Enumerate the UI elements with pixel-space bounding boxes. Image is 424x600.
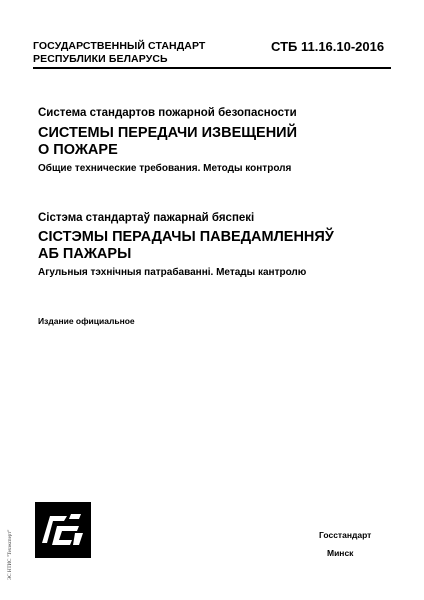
- standard-name-line1: ГОСУДАРСТВЕННЫЙ СТАНДАРТ: [33, 40, 206, 52]
- standard-name: [33, 40, 205, 66]
- ru-document-subtitle: Общие технические требования. Методы контроля: [38, 163, 292, 174]
- ru-title-line1: СИСТЕМЫ ПЕРЕДАЧИ ИЗВЕЩЕНИЙ: [38, 125, 298, 141]
- organization-name: Госстандарт: [319, 530, 372, 540]
- be-title-line2: АБ ПАЖАРЫ: [38, 246, 132, 262]
- ru-title-line2: О ПОЖАРЕ: [38, 142, 118, 158]
- be-system-title: Сістэма стандартаў пажарнай бяспекі: [38, 212, 255, 224]
- gosstandart-logo-icon: [35, 502, 91, 558]
- standard-code: СТБ 11.16.10-2016: [271, 39, 385, 54]
- edition-label: Издание официальное: [38, 316, 135, 326]
- be-title-line1: СІСТЭМЫ ПЕРАДАЧЫ ПАВЕДАМЛЕННЯЎ: [38, 229, 334, 245]
- be-document-subtitle: Агульныя тэхнічныя патрабаванні. Метады кантролю: [38, 267, 307, 278]
- header-divider: [33, 67, 391, 69]
- city-name: Минск: [327, 548, 354, 558]
- standard-name-line2: РЕСПУБЛИКИ БЕЛАРУСЬ: [33, 53, 168, 65]
- ru-system-title: Система стандартов пожарной безопасности: [38, 107, 297, 119]
- ru-document-title: [38, 125, 297, 159]
- be-document-title: [38, 229, 334, 263]
- side-watermark: ЭС НТИС "Техэксперт": [8, 529, 13, 580]
